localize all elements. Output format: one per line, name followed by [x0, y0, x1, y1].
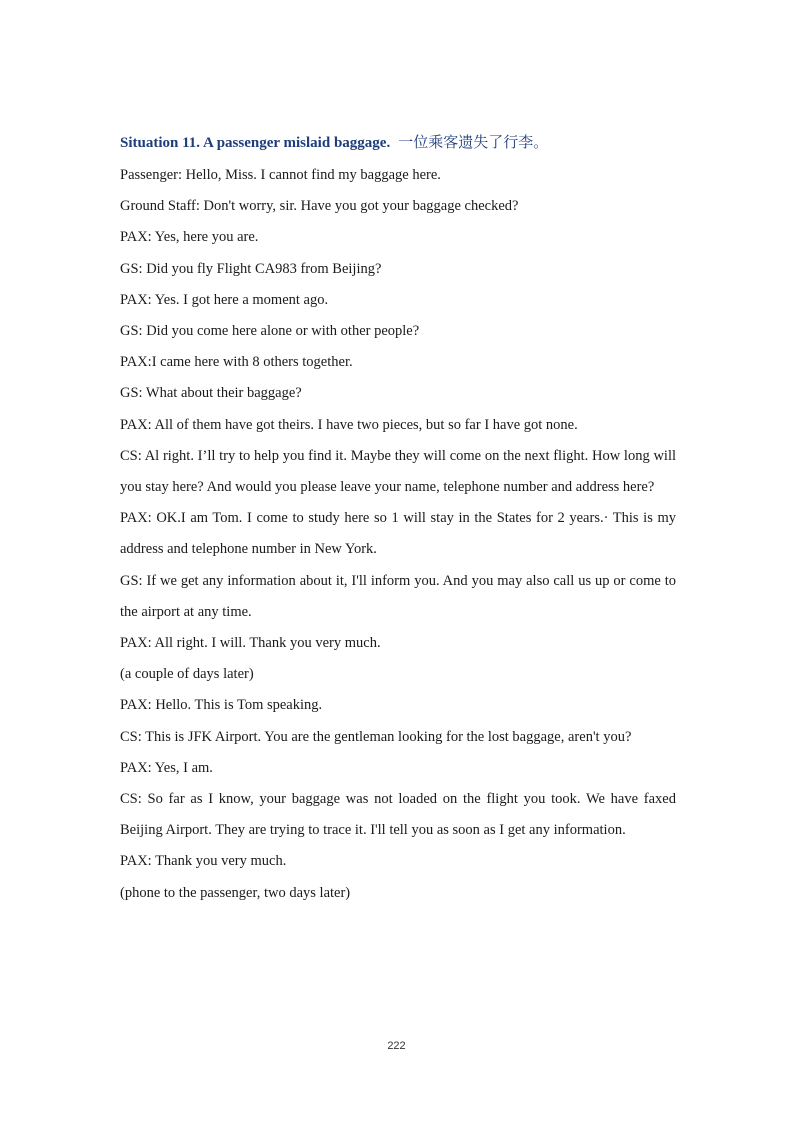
dialogue-line: GS: Did you come here alone or with other people?: [120, 323, 420, 340]
dialogue-paragraph: CS: Al right. I’ll try to help you find it. Maybe they will come on the next flight. How long will you stay here? And would you please leave your name, telephone number and address here?: [120, 447, 676, 496]
dialogue-line: PAX: Yes, here you are.: [120, 229, 259, 246]
stage-direction: (a couple of days later): [120, 666, 254, 683]
stage-direction: (phone to the passenger, two days later): [120, 884, 351, 901]
situation-heading: [120, 131, 680, 154]
dialogue-body: [120, 160, 676, 909]
dialogue-paragraph: CS: So far as I know, your baggage was not loaded on the flight you took. We have faxed Beijing Airport. They are trying to trace it. I'll tell you as soon as I get any information.: [120, 791, 676, 839]
heading-english: Situation 11. A passenger mislaid baggage.: [120, 135, 391, 151]
dialogue-line: GS: What about their baggage?: [120, 385, 302, 402]
page-number: 222: [387, 1040, 406, 1052]
dialogue-paragraph: CS: This is JFK Airport. You are the gentleman looking for the lost baggage, aren't you?: [120, 728, 632, 745]
dialogue-paragraph: PAX: OK.I am Tom. I come to study here so 1 will stay in the States for 2 years.· This is my address and telephone number in New York.: [120, 510, 676, 558]
dialogue-line: PAX: Hello. This is Tom speaking.: [120, 697, 323, 714]
dialogue-line: Passenger: Hello, Miss. I cannot find my baggage here.: [120, 167, 441, 183]
dialogue-line: PAX:I came here with 8 others together.: [120, 354, 353, 371]
dialogue-line: PAX: Yes. I got here a moment ago.: [120, 291, 329, 308]
dialogue-line: PAX: Yes, I am.: [120, 759, 213, 776]
dialogue-line: GS: Did you fly Flight CA983 from Beijing?: [120, 260, 382, 277]
dialogue-line: PAX: All of them have got theirs. I have two pieces, but so far I have got none.: [120, 416, 578, 433]
dialogue-line: PAX: All right. I will. Thank you very much.: [120, 635, 381, 652]
dialogue-line: Ground Staff: Don't worry, sir. Have you got your baggage checked?: [120, 198, 519, 215]
dialogue-line: PAX: Thank you very much.: [120, 853, 287, 870]
heading-chinese: 一位乘客遗失了行李。: [398, 133, 549, 151]
dialogue-paragraph: GS: If we get any information about it, I'll inform you. And you may also call us up or come to the airport at any time.: [120, 572, 676, 620]
